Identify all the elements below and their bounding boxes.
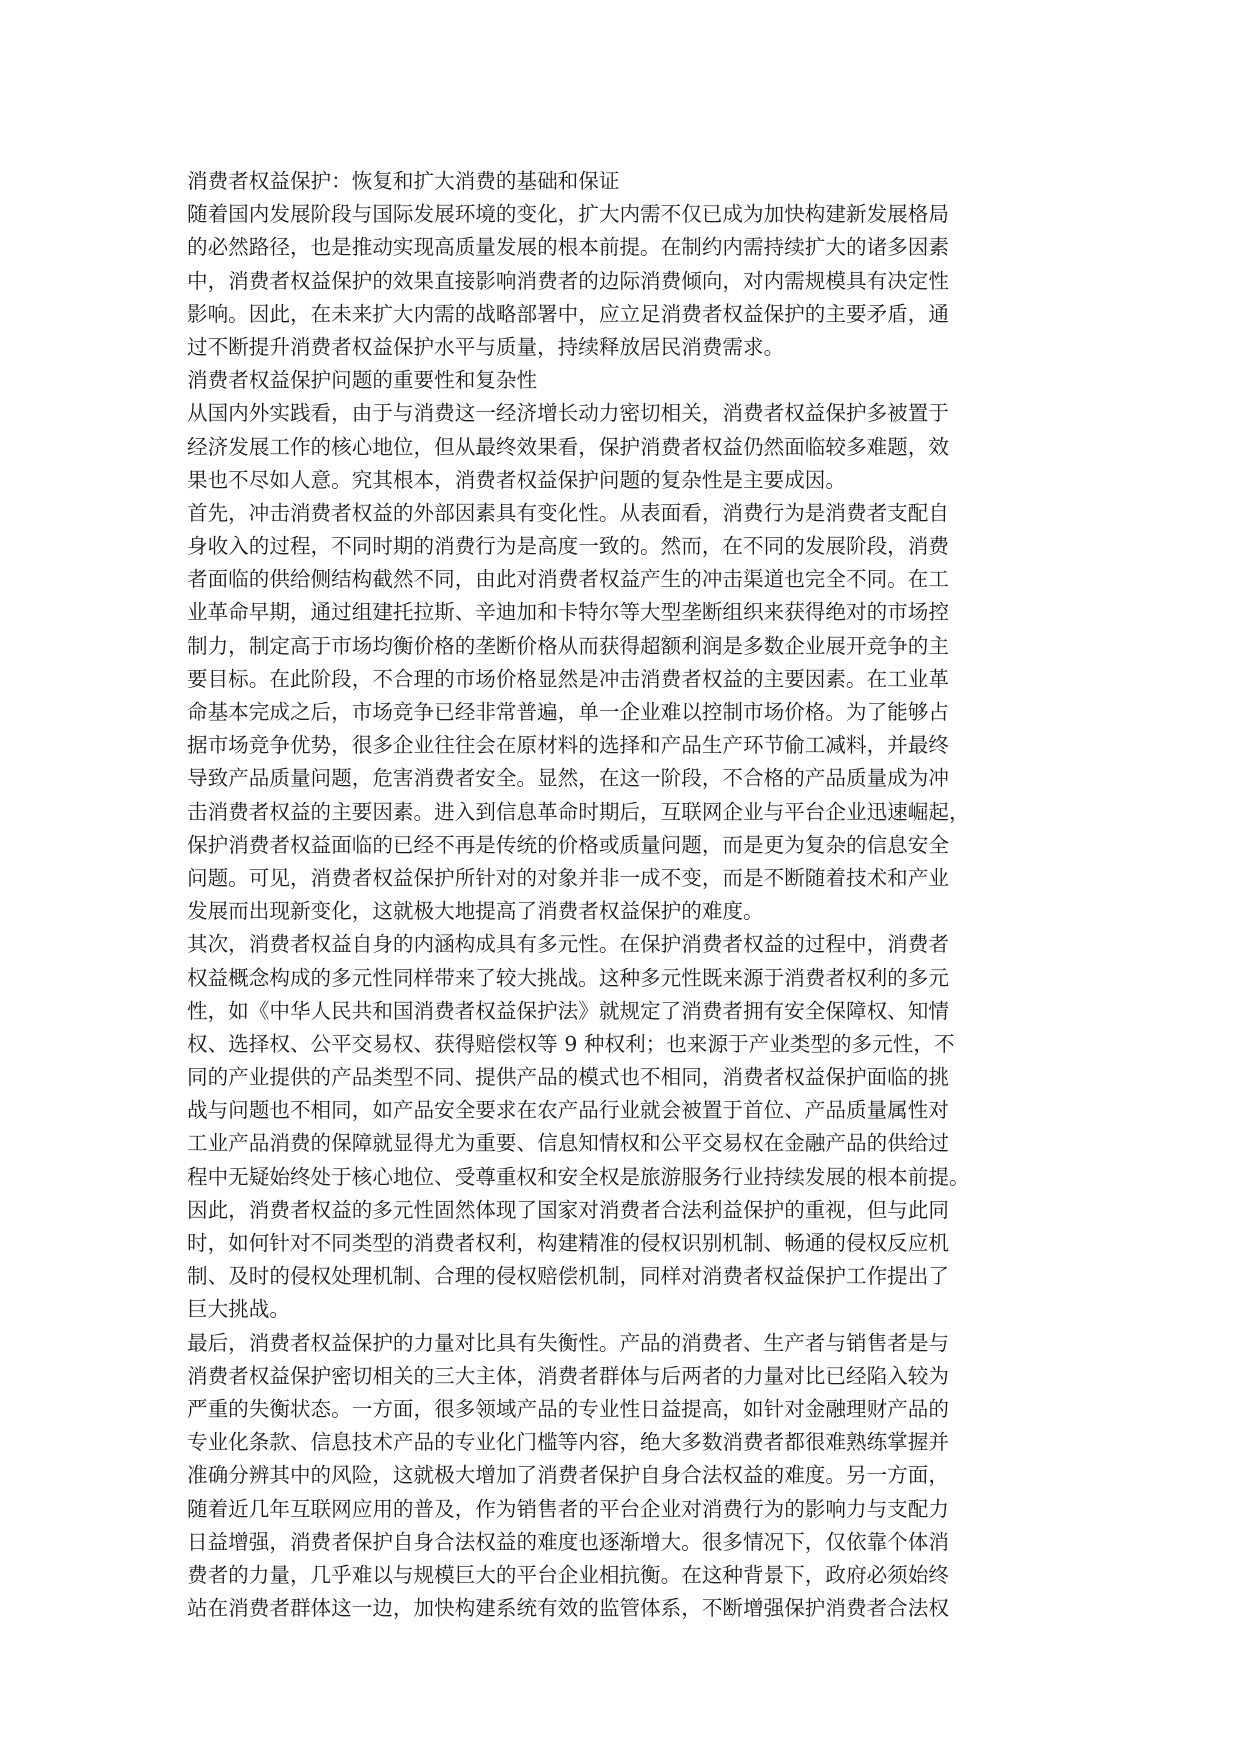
text-line: 专业化条款、信息技术产品的专业化门槛等内容，绝大多数消费者都很难熟练掌握并 <box>187 1430 949 1455</box>
text-line: 导致产品质量问题，危害消费者安全。显然，在这一阶段，不合格的产品质量成为冲 <box>187 766 949 791</box>
text-line: 者面临的供给侧结构截然不同，由此对消费者权益产生的冲击渠道也完全不同。在工 <box>187 567 949 592</box>
text-line: 从国内外实践看，由于与消费这一经济增长动力密切相关，消费者权益保护多被置于 <box>187 401 949 426</box>
text-line: 程中无疑始终处于核心地位、受尊重权和安全权是旅游服务行业持续发展的根本前提。 <box>187 1164 970 1189</box>
text-line: 巨大挑战。 <box>187 1297 290 1322</box>
text-line: 同的产业提供的产品类型不同、提供产品的模式也不相同，消费者权益保护面临的挑 <box>187 1065 949 1090</box>
document-page <box>187 165 1055 1625</box>
text-line: 性，如《中华人民共和国消费者权益保护法》就规定了消费者拥有安全保障权、知情 <box>187 998 949 1023</box>
text-line: 其次，消费者权益自身的内涵构成具有多元性。在保护消费者权益的过程中，消费者 <box>187 932 949 957</box>
text-line: 击消费者权益的主要因素。进入到信息革命时期后，互联网企业与平台企业迅速崛起， <box>187 799 970 824</box>
text-line: 影响。因此，在未来扩大内需的战略部署中，应立足消费者权益保护的主要矛盾，通 <box>187 301 949 326</box>
text-line: 中，消费者权益保护的效果直接影响消费者的边际消费倾向，对内需规模具有决定性 <box>187 268 949 293</box>
text-line: 战与问题也不相同，如产品安全要求在农产品行业就会被置于首位、产品质量属性对 <box>187 1098 949 1123</box>
text-line: 发展而出现新变化，这就极大地提高了消费者权益保护的难度。 <box>187 899 764 924</box>
text-line: 要目标。在此阶段，不合理的市场价格显然是冲击消费者权益的主要因素。在工业革 <box>187 666 949 691</box>
text-line: 制力，制定高于市场均衡价格的垄断价格从而获得超额利润是多数企业展开竞争的主 <box>187 633 949 658</box>
text-line: 日益增强，消费者保护自身合法权益的难度也逐渐增大。很多情况下，仅依靠个体消 <box>187 1529 949 1554</box>
text-line: 问题。可见，消费者权益保护所针对的对象并非一成不变，而是不断随着技术和产业 <box>187 865 949 890</box>
text-line: 随着近几年互联网应用的普及，作为销售者的平台企业对消费行为的影响力与支配力 <box>187 1496 949 1521</box>
text-line: 首先，冲击消费者权益的外部因素具有变化性。从表面看，消费行为是消费者支配自 <box>187 500 949 525</box>
text-line: 站在消费者群体这一边，加快构建系统有效的监管体系，不断增强保护消费者合法权 <box>187 1596 949 1621</box>
text-line: 最后，消费者权益保护的力量对比具有失衡性。产品的消费者、生产者与销售者是与 <box>187 1330 949 1355</box>
text-line: 准确分辨其中的风险，这就极大增加了消费者保护自身合法权益的难度。另一方面， <box>187 1463 949 1488</box>
text-line: 消费者权益保护密切相关的三大主体，消费者群体与后两者的力量对比已经陷入较为 <box>187 1363 949 1388</box>
text-line: 果也不尽如人意。究其根本，消费者权益保护问题的复杂性是主要成因。 <box>187 467 846 492</box>
text-line: 费者的力量，几乎难以与规模巨大的平台企业相抗衡。在这种背景下，政府必须始终 <box>187 1562 949 1587</box>
text-line: 业革命早期，通过组建托拉斯、辛迪加和卡特尔等大型垄断组织来获得绝对的市场控 <box>187 600 949 625</box>
text-line: 权益概念构成的多元性同样带来了较大挑战。这种多元性既来源于消费者权利的多元 <box>187 965 949 990</box>
text-line: 权、选择权、公平交易权、获得赔偿权等 9 种权利；也来源于产业类型的多元性，不 <box>187 1031 955 1056</box>
text-line: 经济发展工作的核心地位，但从最终效果看，保护消费者权益仍然面临较多难题，效 <box>187 434 949 459</box>
text-line: 过不断提升消费者权益保护水平与质量，持续释放居民消费需求。 <box>187 334 785 359</box>
section-heading: 消费者权益保护问题的重要性和复杂性 <box>187 368 538 393</box>
text-line: 时，如何针对不同类型的消费者权利，构建精准的侵权识别机制、畅通的侵权反应机 <box>187 1231 949 1255</box>
text-line: 工业产品消费的保障就显得尤为重要、信息知情权和公平交易权在金融产品的供给过 <box>187 1131 949 1156</box>
text-line: 严重的失衡状态。一方面，很多领域产品的专业性日益提高，如针对金融理财产品的 <box>187 1396 949 1421</box>
text-line: 身收入的过程，不同时期的消费行为是高度一致的。然而，在不同的发展阶段，消费 <box>187 534 949 559</box>
text-line: 据市场竞争优势，很多企业往往会在原材料的选择和产品生产环节偷工减料，并最终 <box>187 733 949 758</box>
text-line: 因此，消费者权益的多元性固然体现了国家对消费者合法利益保护的重视，但与此同 <box>187 1197 949 1222</box>
document-title: 消费者权益保护：恢复和扩大消费的基础和保证 <box>187 169 620 193</box>
text-line: 命基本完成之后，市场竞争已经非常普遍，单一企业难以控制市场价格。为了能够占 <box>187 700 949 724</box>
text-line: 制、及时的侵权处理机制、合理的侵权赔偿机制，同样对消费者权益保护工作提出了 <box>187 1264 949 1289</box>
text-line: 随着国内发展阶段与国际发展环境的变化，扩大内需不仅已成为加快构建新发展格局 <box>187 202 949 227</box>
text-line: 保护消费者权益面临的已经不再是传统的价格或质量问题，而是更为复杂的信息安全 <box>187 832 949 857</box>
text-line: 的必然路径，也是推动实现高质量发展的根本前提。在制约内需持续扩大的诸多因素 <box>187 235 949 260</box>
